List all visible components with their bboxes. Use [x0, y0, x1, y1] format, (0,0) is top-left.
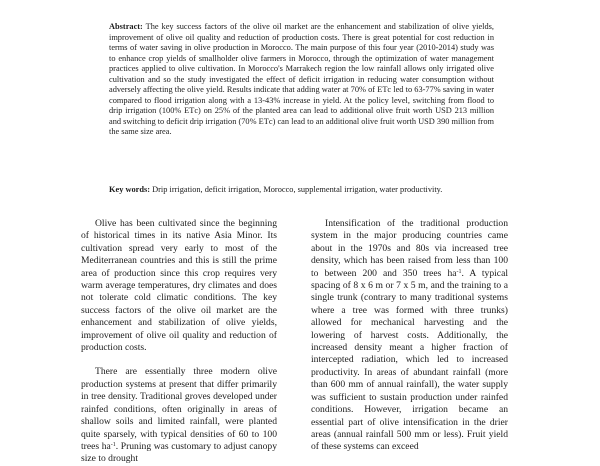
- paragraph: Intensification of the traditional production system in the major producing countries came about in the 1970s and 80s via increased tree density, which has been raised from less than 100 to between 200 and 350 trees $ha^{-1}$. A typical spacing of 8 x 6 m or 7 x 5 m, and the training to a single trunk (contrary to many traditional systems where a tree was formed with three trunks) allowed for mechanical harvesting and the lowering of harvest costs. Additionally, the increased density meant a higher fraction of intercepted radiation, which led to increased productivity. In areas of abundant rainfall (more than 600 mm of annual rainfall), the water supply was sufficient to sustain production under rainfed conditions. However, irrigation became an essential part of olive intensification in the drier areas (annual rainfall 500 mm or less). Fruit yield of these systems can exceed: [311, 218, 508, 453]
- paragraph: There are essentially three modern olive production systems at present that differ primarily in tree density. Traditional groves developed under rainfed conditions, often originally in areas of shallow soils and limited rainfall, were planted quite sparsely, with typical densities of 60 to 100 trees $ha^{-1}$. Pruning was customary to adjust canopy size to drought: [81, 366, 277, 465]
- abstract: [109, 22, 494, 138]
- abstract-label: Abstract:: [109, 22, 143, 31]
- keywords-text: Drip irrigation, deficit irrigation, Morocco, supplemental irrigation, water productivity.: [152, 185, 443, 194]
- paragraph: Olive has been cultivated since the beginning of historical times in its native Asia Minor. Its cultivation spread very early to most of the Mediterranean countries and this is still the prime area of production since this crop requires very warm average temperatures, dry climates and does not tolerate cold climatic conditions. The key success factors of the olive oil market are the enhancement and stabilization of olive yields, improvement of olive oil quality and reduction of production costs.: [81, 218, 277, 354]
- abstract-text: The key success factors of the olive oil market are the enhancement and stabilization of olive yields, improvement of olive oil quality and reduction of production costs. There is great potential for cost reduction in terms of water saving in olive production in Morocco. The main purpose of this four year (2010-2014) study was to enhance crop yields of smallholder olive farmers in Morocco, through the optimization of water management practices applied to olive cultivation. In Morocco's Marrakech region the low rainfall allows only irrigated olive cultivation and so the study investigated the effect of deficit irrigation in reducing water consumption without adversely affecting the olive yield. Results indicate that adding water at 70% of ETс led to 63-77% saving in water compared to flood irrigation along with a 13-43% increase in yield. At the policy level, switching from flood to drip irrigation (100% ETс) on 25% of the planted area can lead to additional olive fruit worth USD 213 million and switching to deficit drip irrigation (70% ETс) can lead to an additional olive fruit worth USD 390 million from the same size area.: [109, 22, 495, 136]
- body-left-column: [81, 218, 277, 466]
- keywords-label: Key words:: [109, 185, 151, 194]
- body-right-column: [311, 218, 508, 454]
- keywords: [109, 185, 494, 196]
